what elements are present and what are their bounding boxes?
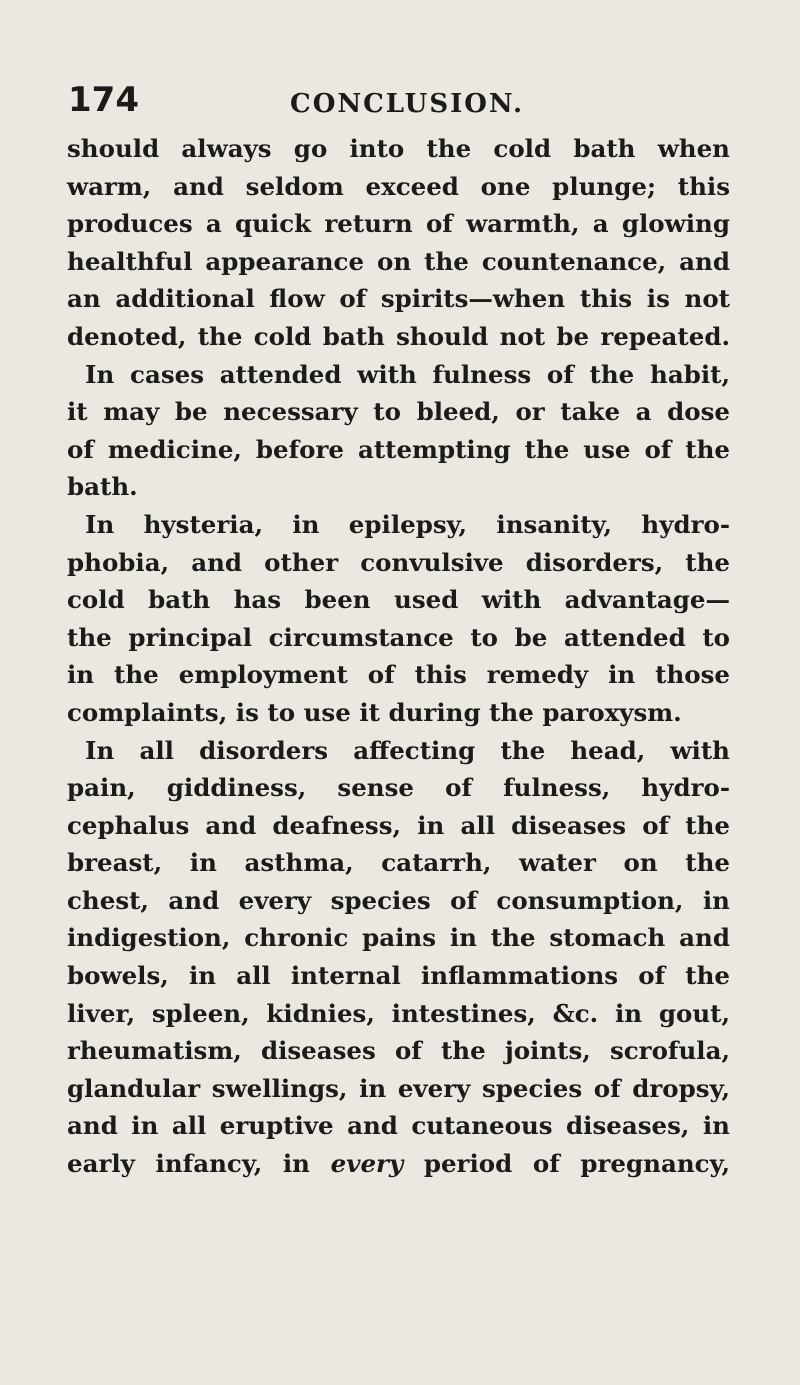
- text-line-final: [67, 1145, 730, 1183]
- text-line: in the employment of this remedy in those: [67, 660, 730, 690]
- text-line: In hysteria, in epilepsy, insanity, hydro-: [85, 509, 730, 539]
- text-line: denoted, the cold bath should not be repeated.: [67, 321, 730, 351]
- text-line: it may be necessary to bleed, or take a dose: [67, 397, 730, 427]
- text-line: glandular swellings, in every species of dropsy,: [67, 1073, 730, 1103]
- text-line: phobia, and other convulsive disorders, the: [67, 547, 730, 577]
- running-head: CONCLUSION.: [290, 89, 525, 119]
- text-line: chest, and every species of consumption, in: [67, 885, 730, 915]
- text-line: complaints, is to use it during the paroxysm.: [67, 697, 682, 727]
- text-line: cold bath has been used with advantage—: [67, 585, 730, 615]
- text-line: In cases attended with fulness of the habit,: [85, 359, 730, 389]
- text-line: cephalus and deafness, in all diseases of the: [67, 810, 730, 840]
- text-line: rheumatism, diseases of the joints, scrofula,: [67, 1036, 730, 1066]
- text-line: the principal circumstance to be attended to: [67, 622, 730, 652]
- text-fragment: period of pregnancy,: [403, 1149, 730, 1179]
- text-line: In all disorders affecting the head, with: [85, 735, 730, 765]
- text-line: breast, in asthma, catarrh, water on the: [67, 848, 730, 878]
- text-line: of medicine, before attempting the use of the: [67, 434, 730, 464]
- text-line: warm, and seldom exceed one plunge; this: [67, 171, 730, 201]
- text-line: indigestion, chronic pains in the stomach and: [67, 923, 730, 953]
- text-line: bath.: [67, 472, 138, 502]
- text-line: healthful appearance on the countenance, and: [67, 246, 730, 276]
- text-line: an additional flow of spirits—when this is not: [67, 284, 730, 314]
- page-header: [68, 78, 728, 122]
- text-line: and in all eruptive and cutaneous diseases, in: [67, 1111, 730, 1141]
- text-line: should always go into the cold bath when: [67, 134, 730, 163]
- text-fragment: early infancy, in: [67, 1149, 331, 1179]
- text-line: pain, giddiness, sense of fulness, hydro-: [67, 773, 730, 803]
- text-line: bowels, in all internal inflammations of the: [67, 961, 730, 991]
- page-number: 174: [68, 80, 139, 120]
- text-line: liver, spleen, kidnies, intestines, &c. in gout,: [67, 998, 730, 1028]
- italic-word: every: [330, 1149, 404, 1179]
- body-text: [67, 130, 730, 1183]
- text-line: produces a quick return of warmth, a glowing: [67, 209, 730, 239]
